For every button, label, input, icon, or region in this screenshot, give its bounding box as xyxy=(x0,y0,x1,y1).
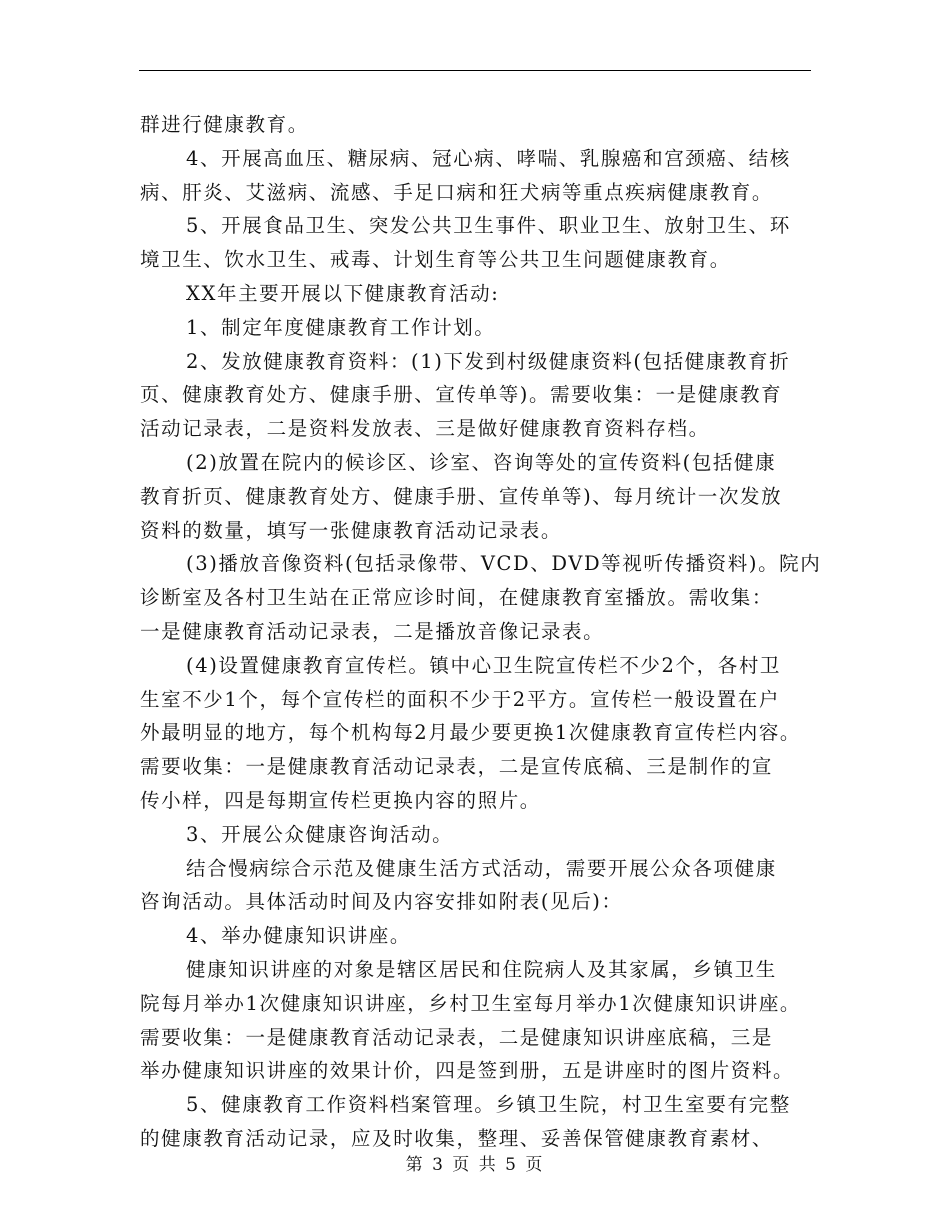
text-line: (4)设置健康教育宣传栏。镇中心卫生院宣传栏不少2个，各村卫 xyxy=(186,653,782,677)
text-line: 外最明显的地方，每个机构每2月最少要更换1次健康教育宣传栏内容。 xyxy=(140,721,802,745)
text-line: 页、健康教育处方、健康手册、宣传单等)。需要收集：一是健康教育 xyxy=(140,383,783,407)
text-line: 2、发放健康教育资料：(1)下发到村级健康资料(包括健康教育折 xyxy=(186,349,791,373)
text-line: 3、开展公众健康咨询活动。 xyxy=(186,822,454,846)
text-line: 活动记录表，二是资料发放表、三是做好健康教育资料存档。 xyxy=(140,417,710,441)
text-line: 需要收集：一是健康教育活动记录表，二是健康知识讲座底稿，三是 xyxy=(140,1025,774,1049)
text-line: 5、开展食品卫生、突发公共卫生事件、职业卫生、放射卫生、环 xyxy=(186,214,791,238)
page-footer: 第 3 页 共 5 页 xyxy=(405,1155,545,1175)
text-line: 4、开展高血压、糖尿病、冠心病、哮喘、乳腺癌和宫颈癌、结核 xyxy=(186,146,791,170)
text-line: 传小样，四是每期宣传栏更换内容的照片。 xyxy=(140,788,541,812)
document-body xyxy=(140,108,820,1156)
text-line: 群进行健康教育。 xyxy=(140,113,309,136)
text-line: 的健康教育活动记录，应及时收集，整理、妥善保管健康教育素材、 xyxy=(140,1126,774,1150)
text-line: 生室不少1个，每个宣传栏的面积不少于2平方。宣传栏一般设置在户 xyxy=(140,687,780,711)
text-line: 资料的数量，填写一张健康教育活动记录表。 xyxy=(140,518,563,542)
text-line: 教育折页、健康教育处方、健康手册、宣传单等)、每月统计一次发放 xyxy=(140,484,783,508)
text-line: 5、健康教育工作资料档案管理。乡镇卫生院，村卫生室要有完整 xyxy=(186,1093,791,1117)
text-line: 境卫生、饮水卫生、戒毒、计划生育等公共卫生问题健康教育。 xyxy=(140,248,731,272)
text-line: 4、举办健康知识讲座。 xyxy=(186,924,412,948)
text-line: 需要收集：一是健康教育活动记录表，二是宣传底稿、三是制作的宣 xyxy=(140,755,774,779)
text-line: (3)播放音像资料(包括录像带、VCD、DVD等视听传播资料)。院内 xyxy=(186,552,822,576)
text-line: 1、制定年度健康教育工作计划。 xyxy=(186,315,496,339)
header-rule xyxy=(139,70,811,71)
text-line: 举办健康知识讲座的效果计价，四是签到册，五是讲座时的图片资料。 xyxy=(140,1059,795,1083)
text-line: (2)放置在院内的候诊区、诊室、咨询等处的宣传资料(包括健康 xyxy=(186,450,777,474)
text-line: 结合慢病综合示范及健康生活方式活动，需要开展公众各项健康 xyxy=(186,856,777,880)
text-line: XX年主要开展以下健康教育活动: xyxy=(186,281,500,305)
text-line: 院每月举办1次健康知识讲座，乡村卫生室每月举办1次健康知识讲座。 xyxy=(140,991,802,1015)
text-line: 一是健康教育活动记录表，二是播放音像记录表。 xyxy=(140,619,605,643)
text-line: 咨询活动。具体活动时间及内容安排如附表(见后)： xyxy=(140,890,623,914)
text-line: 健康知识讲座的对象是辖区居民和住院病人及其家属，乡镇卫生 xyxy=(186,957,777,981)
text-line: 病、肝炎、艾滋病、流感、手足口病和狂犬病等重点疾病健康教育。 xyxy=(140,180,774,204)
text-line: 诊断室及各村卫生站在正常应诊时间，在健康教育室播放。需收集： xyxy=(140,586,774,610)
